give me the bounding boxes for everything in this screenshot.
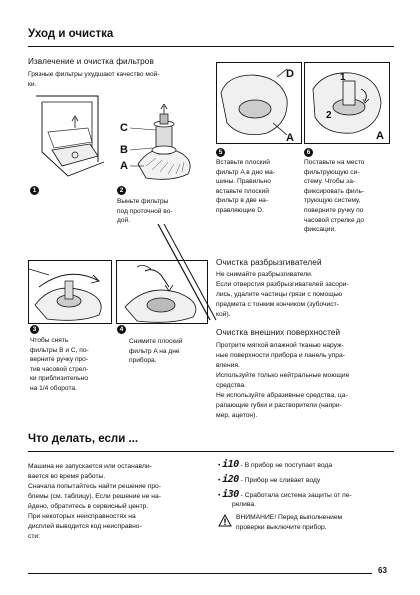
trouble-title: Что делать, если ...	[28, 433, 139, 445]
dishwasher-illustration	[28, 92, 108, 182]
label-d: D	[286, 68, 294, 80]
label-2-step6: 2	[326, 110, 332, 121]
label-1-step6: 1	[340, 72, 346, 83]
step-6-badge: 6	[304, 148, 313, 157]
bullet: •	[218, 462, 221, 469]
filters-intro-line2: ки.	[28, 81, 37, 88]
filter-assembly-illustration	[116, 104, 204, 184]
trouble-rule	[28, 451, 394, 452]
page-title: Уход и очистка	[28, 28, 114, 40]
step-3-badge: 3	[30, 325, 39, 334]
error-code-display: i10	[222, 459, 239, 470]
error-code-row-3-cont: релива.	[232, 501, 256, 508]
error-code-text: - Сработала система защиты от пе-	[240, 492, 352, 499]
step-4-badge: 4	[117, 325, 126, 334]
footer-rule	[28, 573, 372, 574]
external-text: Протрите мягкой влажной тканью наруж- ные поверхности прибора и панель упра- вления. Используйте только нейтральные моющие средства. Не используйте абразивные средства, ца- рапающие губки и растворители (напри- мер, ацетон).	[216, 342, 350, 419]
label-a-step6: A	[376, 130, 384, 142]
spray-heading: Очистка разбрызгивателей	[216, 258, 322, 267]
error-code-display: i30	[222, 489, 239, 500]
step-5-badge: 5	[216, 148, 225, 157]
error-code-row-3	[218, 490, 352, 500]
step-3-illustration	[28, 260, 112, 324]
step-1-badge: 1	[30, 186, 39, 195]
filters-heading: Извлечение и очистка фильтров	[28, 57, 154, 66]
step-4-text: Снимите плоский фильтр A на дне прибора.	[129, 338, 183, 365]
header-rule	[28, 46, 394, 47]
bullet: •	[218, 492, 221, 499]
step-2-text: Выньте фильтры под проточной во- дой.	[117, 198, 173, 225]
label-a-step5: A	[286, 132, 294, 144]
error-code-text: - Прибор не сливает воду	[240, 477, 321, 484]
step-6-text: Поставьте на место фильтрующую си- стему. Чтобы за- фиксировать филь- трующую систему, поверните ручку по часовой стрелке до фиксации.	[304, 159, 365, 234]
external-heading: Очистка внешних поверхностей	[216, 328, 341, 337]
step-3-text: Чтобы снять фильтры B и C, по- верните ручку про- тив часовой стрел- ки приблизительно на 1/4 оборота.	[30, 337, 89, 392]
filter-label-a: A	[120, 160, 128, 172]
spray-text: Не снимайте разбрызгиватели. Если отверстия разбрызгивателей засори- лись, удалите частицы грязи с помощью предмета с тонким кончиком (зубочист- кой).	[216, 271, 349, 318]
bullet: •	[218, 477, 221, 484]
trouble-text: Машина не запускается или останавли- вается во время работы. Сначала попытайтесь найти решение про- блемы (см. таблицу). Если решение не на- йдено, обратитесь в сервисный центр. При некоторых неисправностях на дисплей выводится код неисправно- сти:	[28, 463, 162, 540]
filters-intro-line1: Грязные фильтры ухудшают качество мой-	[28, 71, 160, 78]
step-5-text: Вставьте плоский фильтр A в дно ма- шины. Правильно вставьте плоский фильтр в две на- правляющие D.	[216, 159, 275, 214]
error-code-row-2	[218, 475, 320, 485]
error-code-text: - В прибор не поступает вода	[240, 462, 333, 469]
filter-label-c: C	[120, 122, 128, 134]
filter-label-b: B	[120, 144, 128, 156]
warning-text: ВНИМАНИЕ! Перед выполнением проверки выключите прибор.	[236, 514, 343, 531]
error-code-row-1	[218, 460, 332, 470]
page-number: 63	[378, 566, 387, 575]
warning-icon	[218, 514, 232, 527]
step-2-badge: 2	[117, 186, 126, 195]
error-code-display: i20	[222, 474, 239, 485]
spray-arm-illustration	[150, 220, 220, 330]
